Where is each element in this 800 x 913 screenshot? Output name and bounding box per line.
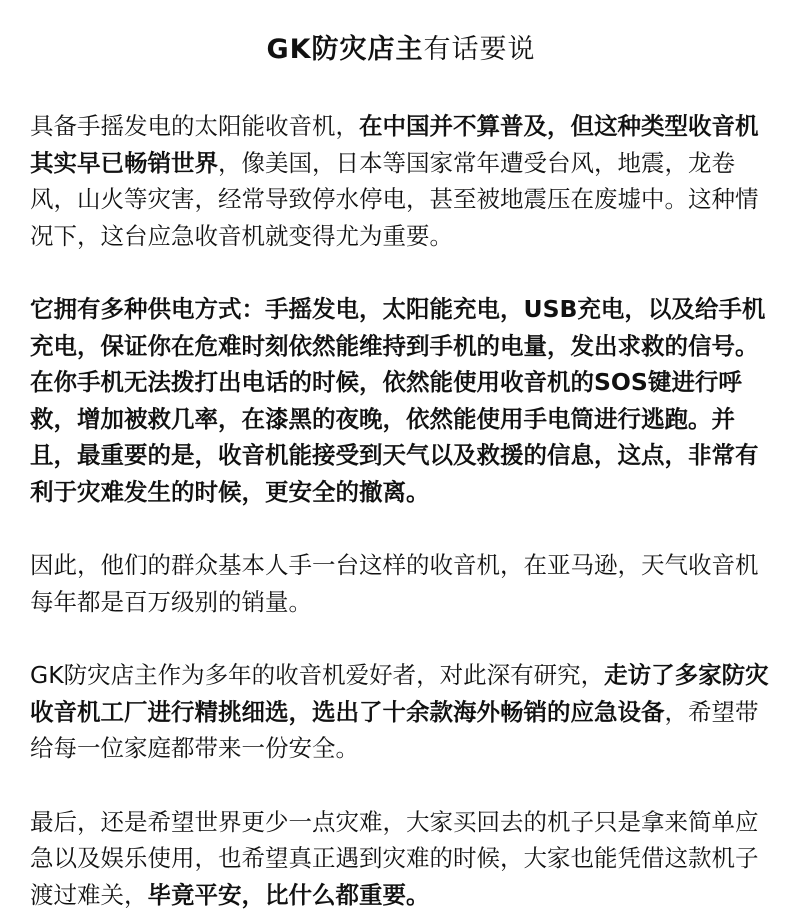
text-run-bold: 它拥有多种供电方式：手摇发电，太阳能充电，USB充电，以及给手机充电，保证你在危难时刻依然能维持到手机的电量，发出求救的信号。在你手机无法拨打出电话的时候，依然能使用收音机的SOS键进行呼救，增加被救几率，在漆黑的夜晚，依然能使用手电筒进行逃跑。并且，最重要的是，收音机能接受到天气以及救援的信息，这点，非常有利于灾难发生的时候，更安全的撤离。: [30, 295, 765, 506]
text-run: ，希望带给每一位家庭都带来一份安全。: [30, 698, 759, 763]
paragraph-popularity: [30, 547, 772, 620]
text-run: 最后，还是希望世界更少一点灾难，大家买回去的机子只是拿来简单应急以及娱乐使用，也希望真正遇到灾难的时候，大家也能凭借这款机子渡过难关，: [30, 808, 759, 909]
page-title: [30, 22, 772, 78]
text-run: ，像美国，日本等国家常年遭受台风，地震，龙卷风，山火等灾害，经常导致停水停电，甚至被地震压在废墟中。这种情况下，这台应急收音机就变得尤为重要。: [30, 149, 759, 250]
text-run: 因此，他们的群众基本人手一台这样的收音机，在亚马逊，天气收音机每年都是百万级别的销量。: [30, 551, 759, 616]
paragraph-closing: [30, 804, 772, 913]
text-run-bold: 在中国并不算普及，但这种类型收音机其实早已畅销世界: [30, 112, 759, 177]
title-rest: 有话要说: [424, 34, 536, 65]
text-run: 具备手摇发电的太阳能收音机，: [30, 112, 359, 140]
text-run-bold: 走访了多家防灾收音机工厂进行精挑细选，选出了十余款海外畅销的应急设备: [30, 661, 769, 726]
title-brand: GK防灾店主: [266, 34, 423, 65]
paragraph-power-features: [30, 291, 772, 510]
paragraph-intro: [30, 108, 772, 254]
text-run-bold: 毕竟平安，比什么都重要。: [148, 881, 430, 909]
text-run: GK防灾店主作为多年的收音机爱好者，对此深有研究，: [30, 661, 604, 689]
paragraph-store-owner: [30, 657, 772, 767]
